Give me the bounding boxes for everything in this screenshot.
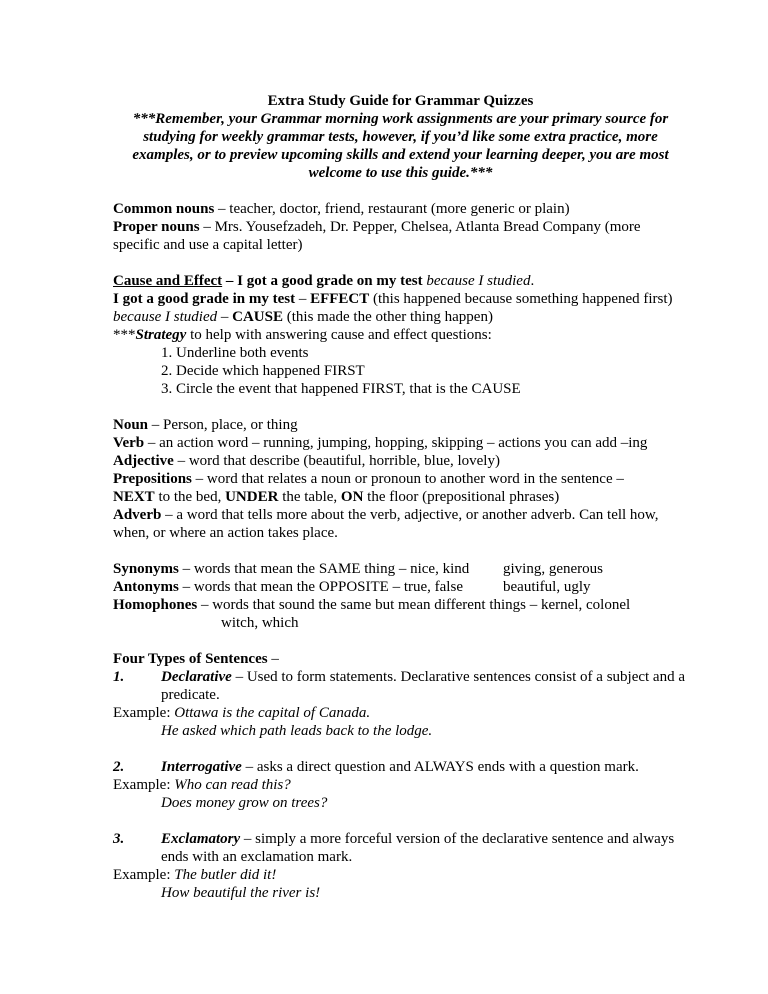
declarative-example-1: Example: Ottawa is the capital of Canada.: [113, 705, 371, 721]
synonyms-line: Synonyms – words that mean the SAME thing – nice, kind giving, generous: [113, 561, 603, 577]
antonyms-extra: beautiful, ugly: [503, 579, 591, 595]
antonyms-line: Antonyms – words that mean the OPPOSITE – true, false beautiful, ugly: [113, 579, 591, 595]
adverb-line: Adverb – a word that tells more about the verb, adjective, or another adverb. Can tell how, when, or where an action takes place.: [113, 507, 659, 541]
strategy-step: 3. Circle the event that happened FIRST, that is the CAUSE: [161, 381, 521, 397]
strategy-line: ***Strategy to help with answering cause and effect questions:: [113, 327, 492, 343]
interrogative-definition: 2. Interrogative – asks a direct question and ALWAYS ends with a question mark.: [113, 759, 639, 775]
interrogative-example-2: Does money grow on trees?: [161, 795, 328, 811]
homophones-extra: witch, which: [221, 615, 299, 631]
document-title: Extra Study Guide for Grammar Quizzes: [267, 93, 534, 109]
strategy-step: 1. Underline both events: [161, 345, 309, 361]
proper-nouns-line: Proper nouns – Mrs. Yousefzadeh, Dr. Pepper, Chelsea, Atlanta Bread Company (more specific and use a capital letter): [113, 219, 641, 253]
declarative-example-2: He asked which path leads back to the lodge.: [161, 723, 433, 739]
adjective-line: Adjective – word that describe (beautiful, horrible, blue, lovely): [113, 453, 500, 469]
interrogative-example-1: Example: Who can read this?: [113, 777, 291, 793]
exclamatory-definition: 3. Exclamatory – simply a more forceful version of the declarative sentence and always ends with an exclamation mark.: [113, 831, 675, 865]
exclamatory-example-1: Example: The butler did it!: [113, 867, 277, 883]
prepositions-examples: NEXT to the bed, UNDER the table, ON the floor (prepositional phrases): [113, 489, 560, 505]
effect-line: I got a good grade in my test – EFFECT (this happened because something happened first): [113, 291, 673, 307]
intro-note: ***Remember, your Grammar morning work assignments are your primary source for studying for weekly grammar tests, however, if you’d like some extra practice, more examples, or to preview upcoming skills and extend your learning deeper, you are most welcome to use this guide.***: [132, 111, 669, 181]
strategy-step: 2. Decide which happened FIRST: [161, 363, 365, 379]
common-nouns-line: Common nouns – teacher, doctor, friend, restaurant (more generic or plain): [113, 201, 570, 217]
verb-line: Verb – an action word – running, jumping, hopping, skipping – actions you can add –ing: [113, 435, 648, 451]
cause-line: because I studied – CAUSE (this made the other thing happen): [113, 309, 493, 325]
synonyms-extra: giving, generous: [503, 561, 603, 577]
homophones-line: Homophones – words that sound the same but mean different things – kernel, colonel: [113, 597, 631, 613]
declarative-definition: 1. Declarative – Used to form statements. Declarative sentences consist of a subject and a predicate.: [113, 669, 685, 703]
sentence-types-heading: Four Types of Sentences –: [113, 651, 279, 667]
cause-effect-heading: Cause and Effect – I got a good grade on my test because I studied.: [113, 273, 535, 289]
common-nouns-term: Common nouns: [113, 201, 215, 217]
noun-line: Noun – Person, place, or thing: [113, 417, 298, 433]
prepositions-line: Prepositions – word that relates a noun or pronoun to another word in the sentence –: [113, 471, 624, 487]
exclamatory-example-2: How beautiful the river is!: [161, 885, 321, 901]
proper-nouns-term: Proper nouns: [113, 219, 200, 235]
